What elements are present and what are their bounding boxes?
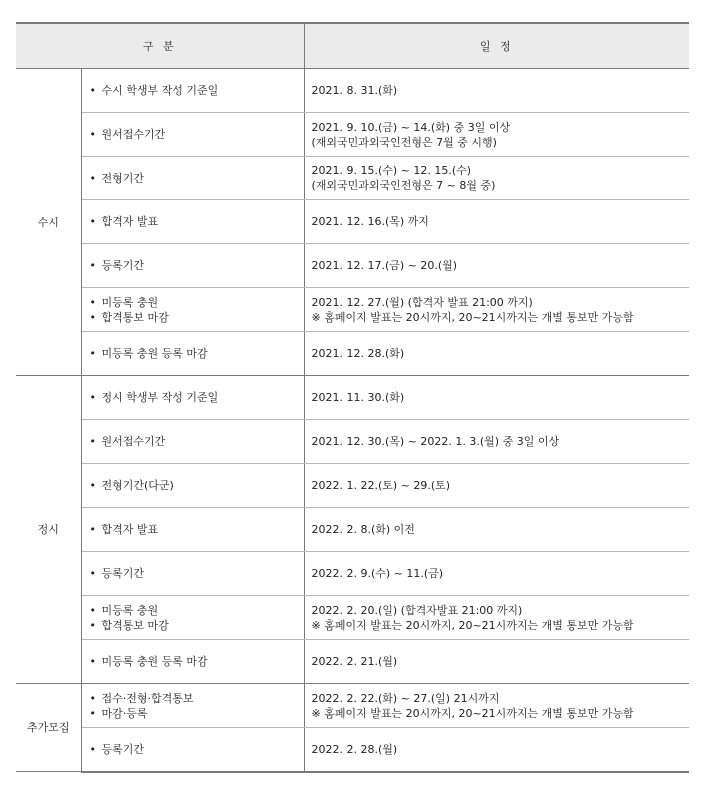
item-line	[90, 603, 304, 618]
date-line: 2021. 8. 31.(화)	[311, 84, 398, 97]
item-label: 미등록 충원 등록 마감	[101, 347, 208, 360]
item-label: 마감·등록	[101, 706, 148, 720]
date-line: (재외국민과외국인전형은 7월 중 시행)	[311, 135, 497, 149]
bullet-icon: •	[89, 128, 96, 141]
category-header: 구 분	[16, 23, 304, 69]
schedule-header: 일 정	[304, 23, 689, 69]
item-label: 수시 학생부 작성 기준일	[101, 84, 219, 97]
date-line: ※ 홈페이지 발표는 20시까지, 20~21시까지는 개별 통보만 가능함	[311, 618, 634, 632]
item-cell	[81, 332, 304, 376]
bullet-icon: •	[89, 215, 96, 228]
item-line	[90, 522, 304, 537]
bullet-icon: •	[89, 84, 96, 97]
item-line	[90, 214, 304, 229]
item-line	[90, 691, 304, 706]
table-row	[16, 508, 689, 552]
item-line	[90, 390, 304, 405]
date-line: 2021. 9. 10.(금) ~ 14.(화) 중 3일 이상	[311, 120, 511, 134]
bullet-icon: •	[89, 295, 96, 309]
item-cell	[81, 596, 304, 640]
bullet-icon: •	[89, 347, 96, 360]
bullet-icon: •	[89, 171, 96, 185]
item-label: 접수·전형·합격통보	[101, 691, 194, 705]
table-row	[16, 200, 689, 244]
bullet-icon: •	[89, 742, 96, 756]
table-body	[16, 69, 689, 772]
date-line: 2021. 12. 27.(월) (합격자 발표 21:00 까지)	[311, 295, 533, 309]
date-line: 2022. 2. 22.(화) ~ 27.(일) 21시까지	[311, 691, 500, 705]
item-line	[90, 434, 304, 449]
date-cell	[304, 684, 689, 728]
date-line: ※ 홈페이지 발표는 20시까지, 20~21시까지는 개별 통보만 가능함	[311, 310, 634, 324]
item-cell	[81, 244, 304, 288]
item-line	[90, 566, 304, 581]
item-label: 원서접수기간	[101, 435, 166, 448]
date-cell	[304, 288, 689, 332]
date-line: 2022. 2. 9.(수) ~ 11.(금)	[311, 567, 444, 580]
table-row	[16, 728, 689, 772]
item-cell	[81, 113, 304, 157]
date-cell	[304, 508, 689, 552]
category-cell: 수시	[16, 69, 81, 376]
date-cell	[304, 464, 689, 508]
date-line: 2021. 12. 16.(목) 까지	[311, 215, 429, 228]
date-line: 2022. 1. 22.(토) ~ 29.(토)	[311, 479, 451, 492]
item-cell	[81, 157, 304, 200]
item-line	[90, 742, 304, 757]
item-line	[90, 654, 304, 669]
item-cell	[81, 684, 304, 728]
date-cell	[304, 596, 689, 640]
item-line	[90, 346, 304, 361]
date-cell	[304, 376, 689, 420]
bullet-icon: •	[89, 523, 96, 536]
date-line: 2021. 12. 30.(목) ~ 2022. 1. 3.(월) 중 3일 이상	[311, 435, 560, 448]
date-line: (재외국민과외국인전형은 7 ~ 8월 중)	[311, 179, 496, 192]
item-label: 전형기간	[101, 171, 145, 185]
item-line	[90, 706, 304, 721]
item-line	[90, 478, 304, 493]
schedule-table	[16, 22, 689, 773]
item-line	[90, 127, 304, 142]
item-cell	[81, 464, 304, 508]
bullet-icon: •	[89, 435, 96, 448]
date-cell	[304, 157, 689, 200]
item-label: 합격자 발표	[101, 215, 159, 228]
bullet-icon: •	[89, 567, 96, 580]
item-label: 합격자 발표	[101, 523, 159, 536]
bullet-icon: •	[89, 259, 96, 272]
date-cell	[304, 69, 689, 113]
table-row	[16, 157, 689, 200]
bullet-icon: •	[89, 691, 96, 705]
item-label: 등록기간	[101, 567, 145, 580]
date-line: 2021. 9. 15.(수) ~ 12. 15.(수)	[311, 164, 472, 177]
date-line: 2022. 2. 28.(월)	[311, 742, 398, 756]
table-header-row	[16, 23, 689, 69]
table-row	[16, 640, 689, 684]
table-row	[16, 376, 689, 420]
date-line: 2022. 2. 21.(월)	[311, 655, 398, 668]
bullet-icon: •	[89, 310, 96, 324]
item-label: 전형기간(다군)	[101, 479, 174, 492]
date-line: 2022. 2. 20.(일) (합격자발표 21:00 까지)	[311, 603, 523, 617]
table-row	[16, 113, 689, 157]
item-cell	[81, 69, 304, 113]
item-label: 원서접수기간	[101, 128, 166, 141]
bullet-icon: •	[89, 479, 96, 492]
date-line: 2021. 12. 17.(금) ~ 20.(월)	[311, 259, 458, 272]
item-line	[90, 258, 304, 273]
item-label: 정시 학생부 작성 기준일	[101, 391, 219, 404]
item-label: 등록기간	[101, 259, 145, 272]
table-row	[16, 244, 689, 288]
item-label: 미등록 충원	[101, 295, 159, 309]
category-cell: 추가모집	[16, 684, 81, 772]
table-row	[16, 288, 689, 332]
item-cell	[81, 288, 304, 332]
table-row	[16, 464, 689, 508]
item-cell	[81, 508, 304, 552]
item-cell	[81, 376, 304, 420]
item-label: 미등록 충원 등록 마감	[101, 655, 208, 668]
category-cell: 정시	[16, 376, 81, 684]
table-row	[16, 420, 689, 464]
date-line: 2021. 11. 30.(화)	[311, 391, 405, 404]
bullet-icon: •	[89, 618, 96, 632]
bullet-icon: •	[89, 655, 96, 668]
item-line	[90, 171, 304, 186]
item-cell	[81, 420, 304, 464]
date-cell	[304, 332, 689, 376]
date-line: 2021. 12. 28.(화)	[311, 347, 405, 360]
date-cell	[304, 640, 689, 684]
table-row	[16, 552, 689, 596]
date-cell	[304, 420, 689, 464]
date-cell	[304, 728, 689, 772]
table-row	[16, 596, 689, 640]
item-cell	[81, 640, 304, 684]
bullet-icon: •	[89, 391, 96, 404]
table-row	[16, 69, 689, 113]
table-row	[16, 684, 689, 728]
date-line: 2022. 2. 8.(화) 이전	[311, 523, 415, 536]
date-cell	[304, 244, 689, 288]
date-line: ※ 홈페이지 발표는 20시까지, 20~21시까지는 개별 통보만 가능함	[311, 706, 634, 720]
item-cell	[81, 200, 304, 244]
date-cell	[304, 200, 689, 244]
bullet-icon: •	[89, 706, 96, 720]
item-cell	[81, 552, 304, 596]
item-cell	[81, 728, 304, 772]
item-label: 합격통보 마감	[101, 618, 169, 632]
item-label: 등록기간	[101, 742, 145, 756]
item-line	[90, 295, 304, 310]
item-line	[90, 310, 304, 325]
item-line	[90, 83, 304, 98]
date-cell	[304, 113, 689, 157]
item-line	[90, 618, 304, 633]
date-cell	[304, 552, 689, 596]
item-label: 미등록 충원	[101, 603, 159, 617]
bullet-icon: •	[89, 603, 96, 617]
table-row	[16, 332, 689, 376]
item-label: 합격통보 마감	[101, 310, 169, 324]
